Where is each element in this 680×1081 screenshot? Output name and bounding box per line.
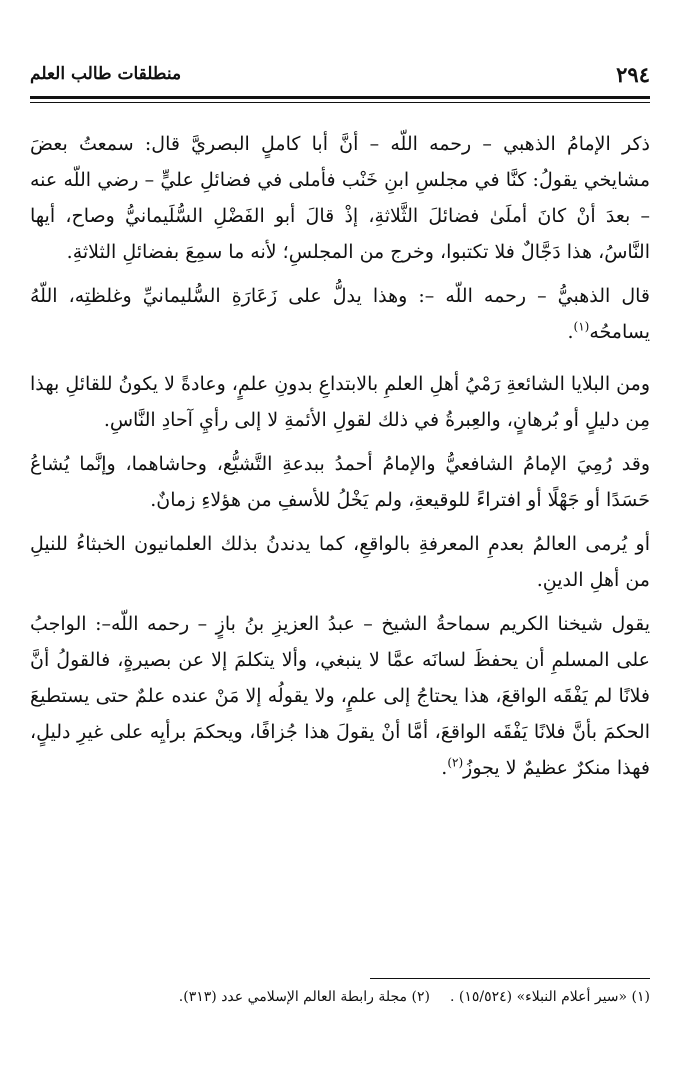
running-header xyxy=(30,58,650,90)
running-title: منطلقات طالب العلم xyxy=(30,64,182,84)
header-rule-thin xyxy=(30,102,650,103)
page-number: ٢٩٤ xyxy=(616,61,650,87)
paragraph-1: ذكر الإمامُ الذهبي – رحمه اللّه – أنَّ أبا كاملٍ البصريَّ قال: سمعتُ بعضَ مشايخي يقولُ: كنَّا في مجلسِ ابنِ خَنْب فأملى في فضائلِ عليٍّ – رضي اللّه عنه – بعدَ أنْ كانَ أملَىٰ فضائلَ الثَّلاثةِ، إذْ قالَ أبو الفَضْلِ السُّلَيمانيُّ وصاح، أيها النَّاسُ، هذا دَجَّالٌ فلا تكتبوا، وخرج من المجلسِ؛ لأنه ما سمِعَ بفضائلِ الثلاثةِ. xyxy=(30,133,650,263)
footnote-separator xyxy=(370,978,650,979)
paragraph-6: يقول شيخنا الكريم سماحةُ الشيخ – عبدُ العزيزِ بنُ بازٍ – رحمه اللّه–: الواجبُ على المسلمِ أن يحفظَ لسانَه عمَّا لا ينبغي، وألا يتكلمَ إلا عن بصيرةٍ، فالقولُ أنَّ فلانًا لم يَفْقَه الواقعَ، هذا يحتاجُ إلى علمٍ، ولا يقولُه إلا مَنْ عنده علمٌ حتى يستطيعَ الحكمَ بأنَّ فلانًا يَفْقَه الواقعَ، أمَّا أنْ يقولَ هذا جُزافًا، ويحكمَ برأيِه على غيرِ دليلٍ، فهذا منكرٌ عظيمٌ لا يجوزُ$^{(٢)}$. xyxy=(30,613,650,779)
footnote-ref-1: (١) xyxy=(573,319,590,334)
paragraph-2: قال الذهبيُّ – رحمه اللّه –: وهذا يدلُّ على زَعَارَةِ السُّليمانيِّ وغلظتِه، اللّهُ يسامحُه$^{(١)}$. xyxy=(30,285,650,343)
paragraph-4: وقد رُمِيَ الإمامُ الشافعيُّ والإمامُ أحمدُ ببدعةِ التَّشيُّع، وحاشاهما، وإنَّما يُشاعُ حَسَدًا أو جَهْلًا أو افتراءً للوقيعةِ، ولم يَخْلُ للأسفِ من هؤلاءِ زمانٌ. xyxy=(30,453,650,511)
main-text xyxy=(30,126,650,786)
header-rule-thick xyxy=(30,96,650,99)
paragraph-2-text: قال الذهبيُّ – رحمه اللّه –: وهذا يدلُّ على زَعَارَةِ السُّليمانيِّ وغلظتِه، اللّهُ يسامحُه xyxy=(30,285,650,343)
paragraph-6-text: يقول شيخنا الكريم سماحةُ الشيخ – عبدُ العزيزِ بنُ بازٍ – رحمه اللّه–: الواجبُ على المسلمِ أن يحفظَ لسانَه عمَّا لا ينبغي، وألا يتكلمَ إلا عن بصيرةٍ، فالقولُ أنَّ فلانًا لم يَفْقَه الواقعَ، هذا يحتاجُ إلى علمٍ، ولا يقولُه إلا مَنْ عنده علمٌ حتى يستطيعَ الحكمَ بأنَّ فلانًا يَفْقَه الواقعَ، أمَّا أنْ يقولَ هذا جُزافًا، ويحكمَ برأيِه على غيرِ دليلٍ، فهذا منكرٌ عظيمٌ لا يجوزُ xyxy=(30,613,650,779)
footnote-ref-2: (٢) xyxy=(447,755,464,770)
footnote-1: (١) «سير أعلام النبلاء» (١٥/٥٢٤) . xyxy=(449,989,650,1005)
footnote-2: (٢) مجلة رابطة العالم الإسلامي عدد (٣١٣). xyxy=(178,989,430,1005)
footnotes xyxy=(30,986,650,1008)
paragraph-5: أو يُرمى العالمُ بعدمِ المعرفةِ بالواقعِ، كما يدندنُ بذلك العلمانيون الخبثاءُ للنيلِ من أهلِ الدينِ. xyxy=(30,533,650,591)
paragraph-3: ومن البلايا الشائعةِ رَمْيُ أهلِ العلمِ بالابتداعِ بدونِ علمٍ، وعادةً لا يكونُ للقائلِ بهذا مِن دليلٍ أو بُرهانٍ، والعِبرةُ في ذلك لقولِ الأئمةِ لا إلى رأيِ آحادِ النَّاسِ. xyxy=(30,373,650,431)
